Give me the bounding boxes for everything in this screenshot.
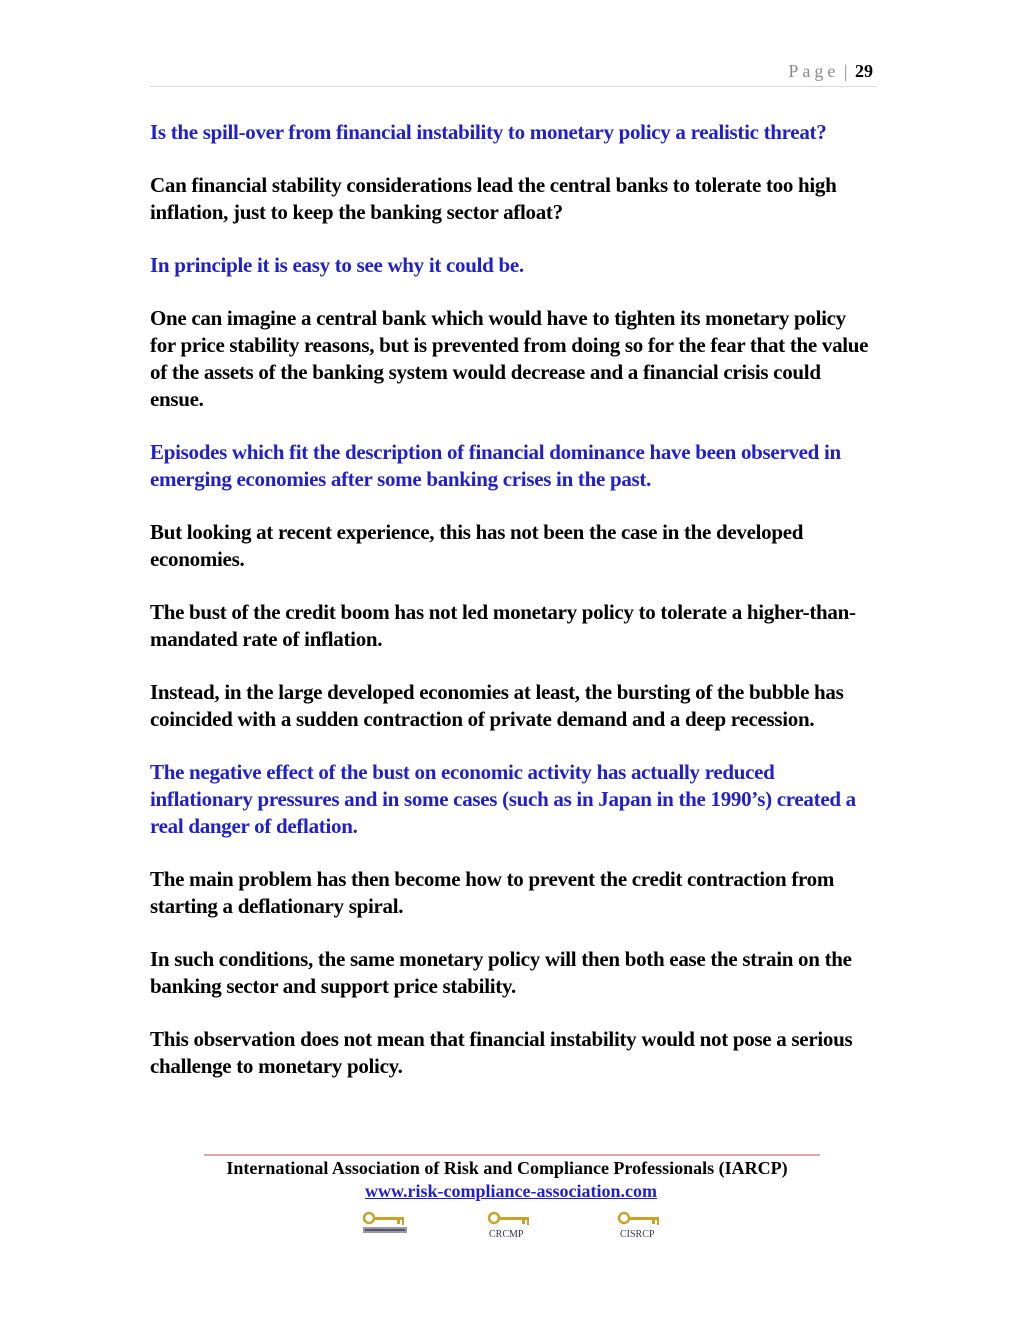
paragraph: The negative effect of the bust on economic activity has actually reduced inflationary pressures and in some cases (such as in Japan in the 1990’s) created a real danger of deflation. xyxy=(150,760,856,838)
paragraph: In principle it is easy to see why it could be. xyxy=(150,253,524,277)
paragraph: But looking at recent experience, this has not been the case in the developed economies. xyxy=(150,520,804,571)
paragraph: The main problem has then become how to prevent the credit contraction from starting a deflationary spiral. xyxy=(150,867,835,918)
svg-text:CRCMP: CRCMP xyxy=(489,1229,524,1239)
page-word: Page xyxy=(788,61,840,81)
paragraph: In such conditions, the same monetary policy will then both ease the strain on the banking sector and support price stability. xyxy=(150,947,852,998)
footer-organization: International Association of Risk and Compliance Professionals (IARCP) xyxy=(226,1158,788,1178)
paragraph: Can financial stability considerations lead the central banks to tolerate too high inflation, just to keep the banking sector afloat? xyxy=(150,173,837,224)
svg-text:CISRCP: CISRCP xyxy=(620,1229,655,1239)
paragraph: The bust of the credit boom has not led monetary policy to tolerate a higher-than-mandated rate of inflation. xyxy=(150,600,856,651)
footer-website-link[interactable]: www.risk-compliance-association.com xyxy=(365,1181,657,1201)
paragraph: One can imagine a central bank which would have to tighten its monetary policy for price stability reasons, but is prevented from doing so for the fear that the value of the assets of the banking system would decrease and a financial crisis could ensue. xyxy=(150,306,869,411)
paragraph-question: Is the spill-over from financial instability to monetary policy a realistic threat? xyxy=(150,120,827,144)
key-logo-icon xyxy=(361,1209,409,1239)
document-body xyxy=(150,119,872,1106)
page-number: 29 xyxy=(855,61,873,81)
page-header xyxy=(150,58,877,87)
paragraph: Instead, in the large developed economies at least, the bursting of the bubble has coincided with a sudden contraction of private demand and a deep recession. xyxy=(150,680,844,731)
footer-divider xyxy=(204,1154,820,1156)
page-separator: | xyxy=(843,61,848,81)
key-logo-icon xyxy=(486,1209,534,1239)
page-number-label xyxy=(788,60,873,82)
paragraph: Episodes which fit the description of financial dominance have been observed in emerging economies after some banking crises in the past. xyxy=(150,440,841,491)
paragraph: This observation does not mean that financial instability would not pose a serious challenge to monetary policy. xyxy=(150,1027,853,1078)
key-logo-icon xyxy=(616,1209,664,1239)
